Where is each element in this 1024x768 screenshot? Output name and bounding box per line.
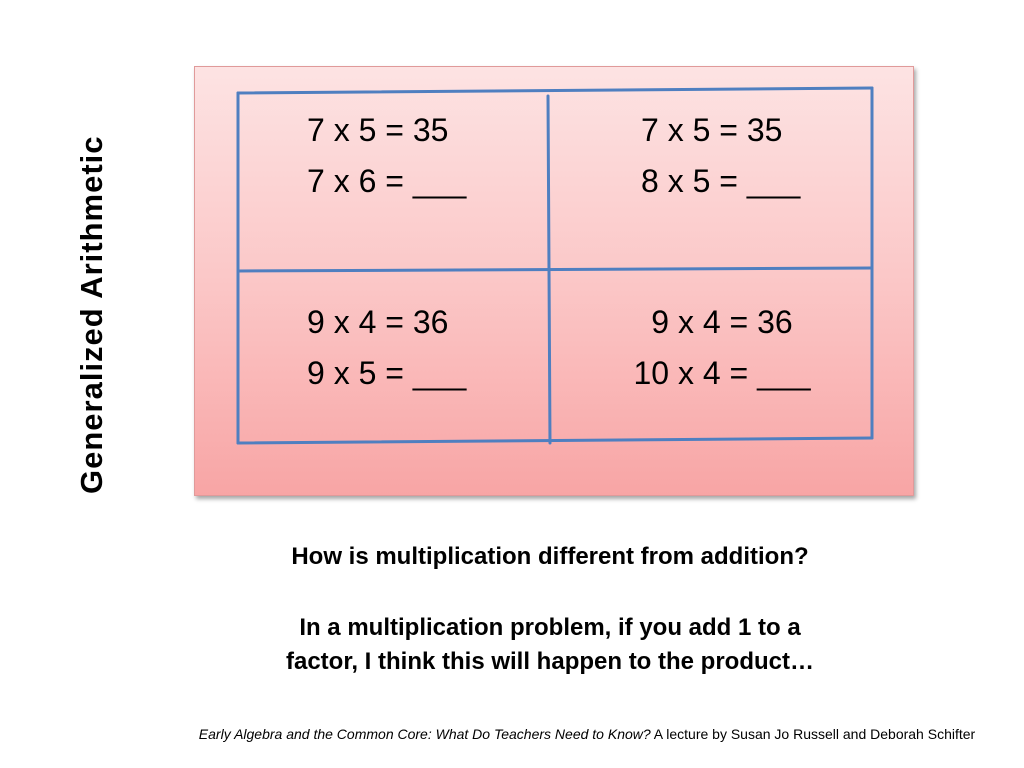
- side-title: Generalized Arithmetic: [74, 135, 109, 494]
- cell-equation-blank: 7 x 6 = ___: [307, 163, 467, 199]
- prompt-line-2: factor, I think this will happen to the product…: [285, 648, 814, 675]
- cell-equation-blank: 9 x 5 = ___: [307, 355, 467, 391]
- citation-title: Early Algebra and the Common Core: What Do Teachers Need to Know?: [198, 726, 651, 742]
- cell-equation: 7 x 5 = 35: [307, 112, 449, 148]
- citation: [0, 726, 1024, 742]
- question-heading: How is multiplication different from addition?: [291, 543, 809, 570]
- cell-bottom-left: [307, 297, 466, 399]
- cell-top-right: [641, 105, 800, 207]
- citation-authors: A lecture by Susan Jo Russell and Deborah Schifter: [650, 726, 976, 742]
- cell-bottom-right: [624, 297, 820, 399]
- cell-equation: 7 x 5 = 35: [641, 112, 783, 148]
- equation-panel: [194, 66, 914, 496]
- cell-equation: 9 x 4 = 36: [651, 304, 793, 340]
- prompt-line-1: In a multiplication problem, if you add 1 to a: [299, 614, 801, 641]
- cell-equation: 9 x 4 = 36: [307, 304, 449, 340]
- cell-top-left: [307, 105, 466, 207]
- cell-equation-blank: 10 x 4 = ___: [633, 355, 811, 391]
- cell-equation-blank: 8 x 5 = ___: [641, 163, 801, 199]
